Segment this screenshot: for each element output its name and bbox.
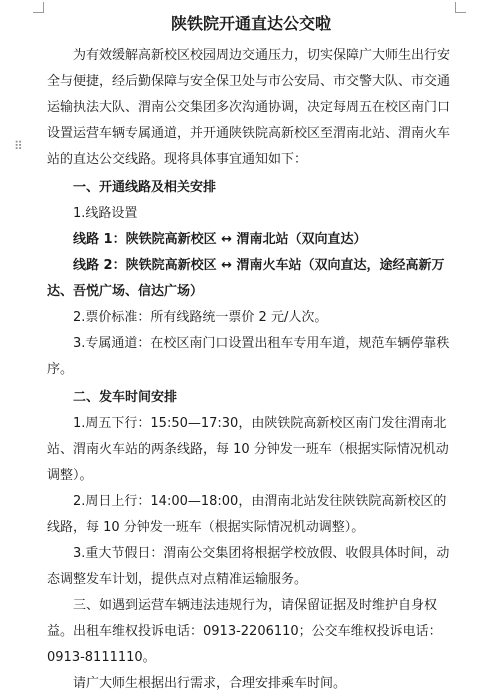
- schedule-sunday: 2.周日上行：14:00—18:00，由渭南北站发往陕铁院高新校区的线路，每 10 分钟发一班车（根据实际情况机动调整）。: [47, 494, 447, 535]
- margin-corner-mark-left: [33, 2, 44, 13]
- route-1: 线路 1：陕铁院高新校区 ↔ 渭南北站（双向直达）: [73, 232, 367, 247]
- route-2: 线路 2：陕铁院高新校区 ↔ 渭南火车站（双向直达，途经高新万达、吾悦广场、信达广场）: [47, 258, 445, 299]
- dedicated-lane: 3.专属通道：在校区南门口设置出租车专用车道，规范车辆停靠秩序。: [47, 336, 450, 377]
- schedule-holidays: 3.重大节假日：渭南公交集团将根据学校放假、收假具体时间，动态调整发车计划，提供点对点精准运输服务。: [47, 546, 450, 587]
- route-setting-label: 1.线路设置: [73, 206, 138, 221]
- section-heading-schedule: 二、发车时间安排: [73, 390, 178, 405]
- section-heading-routes: 一、开通线路及相关安排: [73, 180, 217, 195]
- fare-standard: 2.票价标准：所有线路统一票价 2 元/人次。: [73, 310, 328, 325]
- document-title: 陕铁院开通直达公交啦: [170, 14, 331, 33]
- document-body: [47, 12, 455, 697]
- drag-handle-icon[interactable]: ⠿: [14, 139, 23, 153]
- schedule-friday: 1.周五下行：15:50—17:30，由陕铁院高新校区南门发往渭南北站、渭南火车站的两条线路，每 10 分钟发一班车（根据实际情况机动调整）。: [47, 416, 449, 483]
- complaint-section: 三、如遇到运营车辆违法违规行为，请保留证据及时维护自身权益。出租车维权投诉电话：0913-2206110；公交车维权投诉电话：0913-8111110。: [47, 598, 442, 665]
- intro-paragraph: 为有效缓解高新校区校园周边交通压力，切实保障广大师生出行安全与便捷，经后勤保障与安全保卫处与市公安局、市交警大队、市交通运输执法大队、渭南公交集团多次沟通协调，决定每周五在校区南门口设置运营车辆专属通道，并开通陕铁院高新校区至渭南北站、渭南火车站的直达公交线路。现将具体事宜通知如下：: [47, 48, 451, 167]
- closing-paragraph: 请广大师生根据出行需求，合理安排乘车时间。: [73, 676, 347, 691]
- margin-corner-mark-right: [455, 2, 466, 13]
